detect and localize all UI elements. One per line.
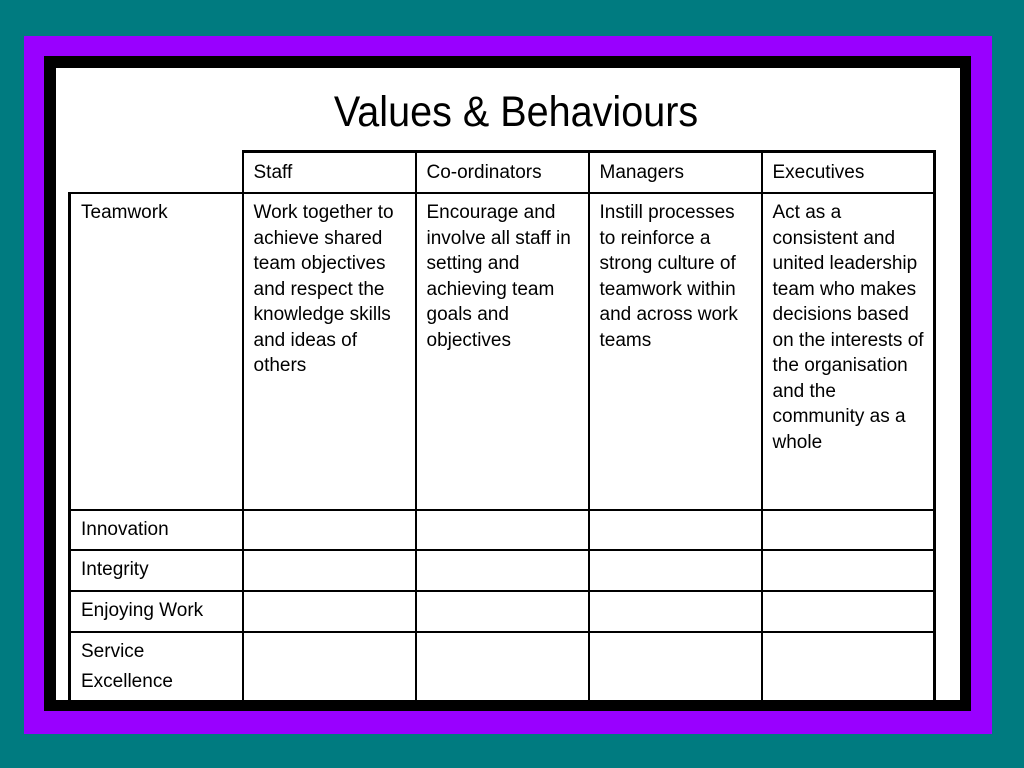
values-behaviours-table [68, 150, 936, 706]
table-cell [589, 550, 762, 591]
table-cell [762, 510, 935, 550]
table-cell [762, 632, 935, 705]
table-row-enjoying-work [70, 591, 935, 632]
table-cell [416, 510, 589, 550]
table-cell [243, 510, 416, 550]
table-cell [416, 632, 589, 705]
row-label-integrity: Integrity [70, 550, 243, 591]
table-row-innovation [70, 510, 935, 550]
table-cell [589, 510, 762, 550]
column-header-managers: Managers [589, 152, 762, 194]
table-cell [416, 591, 589, 632]
table-cell [589, 591, 762, 632]
table-cell [762, 591, 935, 632]
table-cell: Encourage and involve all staff in setting and achieving team goals and objectives [416, 193, 589, 510]
table-cell [416, 550, 589, 591]
table-row-integrity [70, 550, 935, 591]
column-header-executives: Executives [762, 152, 935, 194]
table-cell: Act as a consistent and united leadership team who makes decisions based on the interests of the organisation and the community as a whole [762, 193, 935, 510]
slide-title: Values & Behaviours [333, 88, 699, 136]
row-label-enjoying-work: Enjoying Work [70, 591, 243, 632]
table-cell [243, 591, 416, 632]
table-cell [243, 632, 416, 705]
row-label-service-excellence: Service Excellence [70, 632, 243, 705]
column-header-staff: Staff [243, 152, 416, 194]
row-label-teamwork: Teamwork [70, 193, 243, 510]
table-cell [762, 550, 935, 591]
table-row-teamwork [70, 193, 935, 510]
header-row [70, 152, 935, 194]
column-header-coordinators: Co-ordinators [416, 152, 589, 194]
table-row-service-excellence [70, 632, 935, 705]
table-cell: Work together to achieve shared team objectives and respect the knowledge skills and ideas of others [243, 193, 416, 510]
table-cell: Instill processes to reinforce a strong culture of teamwork within and across work teams [589, 193, 762, 510]
table-cell [589, 632, 762, 705]
corner-cell [70, 152, 243, 194]
table-cell [243, 550, 416, 591]
row-label-innovation: Innovation [70, 510, 243, 550]
slide-canvas [56, 68, 960, 700]
